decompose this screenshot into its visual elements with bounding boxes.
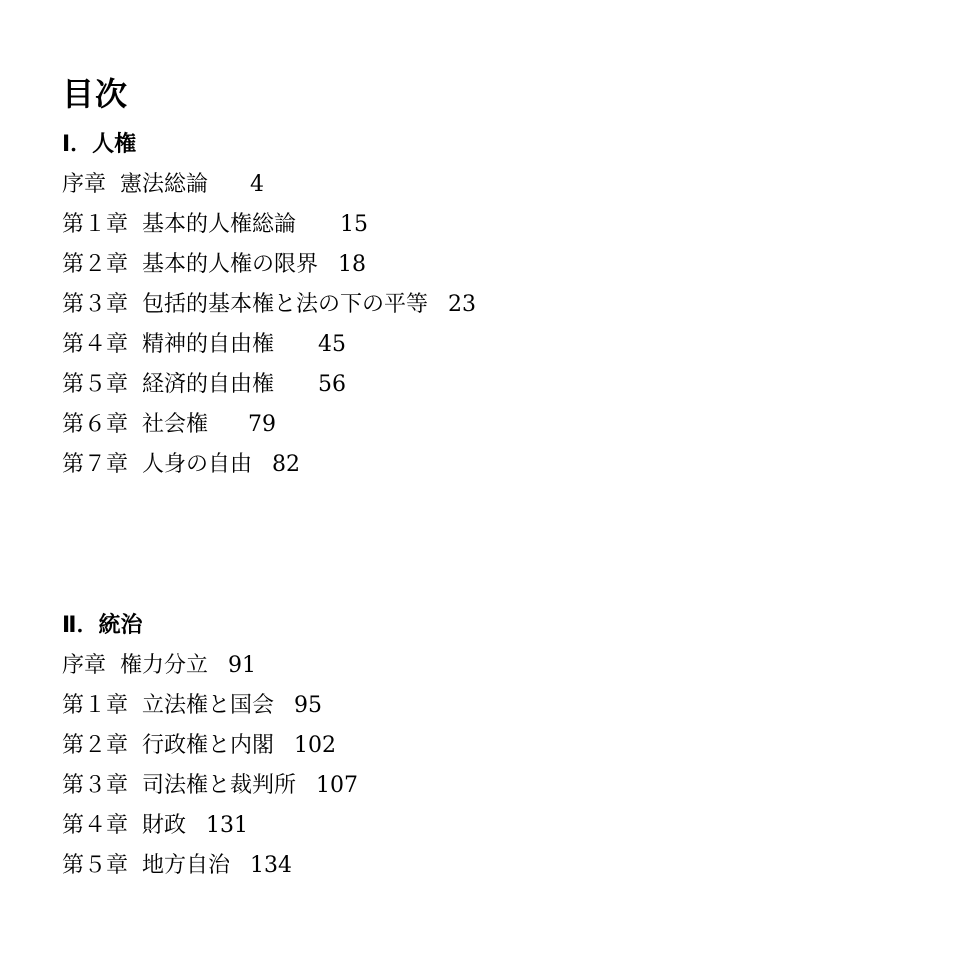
chapter-title: 基本的人権の限界 [142, 252, 319, 277]
chapter-title: 司法権と裁判所 [142, 773, 297, 798]
page-number: 82 [272, 452, 301, 477]
chapter-title: 立法権と国会 [142, 693, 275, 718]
toc-entry [62, 165, 476, 205]
toc-entry [62, 325, 476, 365]
chapter-label: 第５章 [62, 372, 129, 397]
page-number: 23 [448, 292, 477, 317]
page-number: 91 [228, 653, 257, 678]
chapter-label: 第４章 [62, 813, 129, 838]
toc-section-governance [62, 606, 358, 886]
page-number: 45 [318, 332, 347, 357]
toc-list [62, 165, 476, 485]
page-number: 131 [206, 813, 249, 838]
page-number: 56 [318, 372, 347, 397]
chapter-title: 人身の自由 [142, 452, 253, 477]
toc-entry [62, 806, 358, 846]
page-number: 95 [294, 693, 323, 718]
chapter-label: 第１章 [62, 693, 129, 718]
chapter-label: 序章 [62, 653, 107, 678]
chapter-title: 社会権 [142, 412, 209, 437]
section-heading: Ⅱ．統治 [62, 613, 143, 638]
page-number: 4 [250, 172, 265, 197]
toc-entry [62, 245, 476, 285]
toc-section-human-rights [62, 125, 476, 485]
chapter-label: 第１章 [62, 212, 129, 237]
toc-entry [62, 365, 476, 405]
chapter-title: 包括的基本権と法の下の平等 [142, 292, 429, 317]
chapter-label: 第３章 [62, 773, 129, 798]
chapter-label: 第２章 [62, 252, 129, 277]
toc-entry [62, 445, 476, 485]
chapter-title: 憲法総論 [120, 172, 209, 197]
chapter-label: 第４章 [62, 332, 129, 357]
chapter-title: 基本的人権総論 [142, 212, 297, 237]
chapter-title: 財政 [142, 813, 187, 838]
chapter-label: 第６章 [62, 412, 129, 437]
toc-entry [62, 646, 358, 686]
page-number: 15 [340, 212, 369, 237]
toc-entry [62, 686, 358, 726]
chapter-label: 序章 [62, 172, 107, 197]
toc-entry [62, 846, 358, 886]
page-number: 134 [250, 853, 293, 878]
chapter-title: 経済的自由権 [142, 372, 275, 397]
section-heading: Ⅰ．人権 [62, 132, 137, 157]
chapter-title: 精神的自由権 [142, 332, 275, 357]
chapter-title: 権力分立 [120, 653, 209, 678]
chapter-title: 地方自治 [142, 853, 231, 878]
chapter-label: 第５章 [62, 853, 129, 878]
chapter-label: 第２章 [62, 733, 129, 758]
toc-list [62, 646, 358, 886]
toc-entry [62, 766, 358, 806]
page-number: 79 [248, 412, 277, 437]
chapter-label: 第７章 [62, 452, 129, 477]
page-number: 102 [294, 733, 337, 758]
chapter-title: 行政権と内閣 [142, 733, 275, 758]
page-title: 目次 [62, 75, 129, 113]
page-number: 107 [316, 773, 359, 798]
toc-entry [62, 285, 476, 325]
chapter-label: 第３章 [62, 292, 129, 317]
page-number: 18 [338, 252, 367, 277]
toc-entry [62, 726, 358, 766]
toc-entry [62, 405, 476, 445]
toc-entry [62, 205, 476, 245]
